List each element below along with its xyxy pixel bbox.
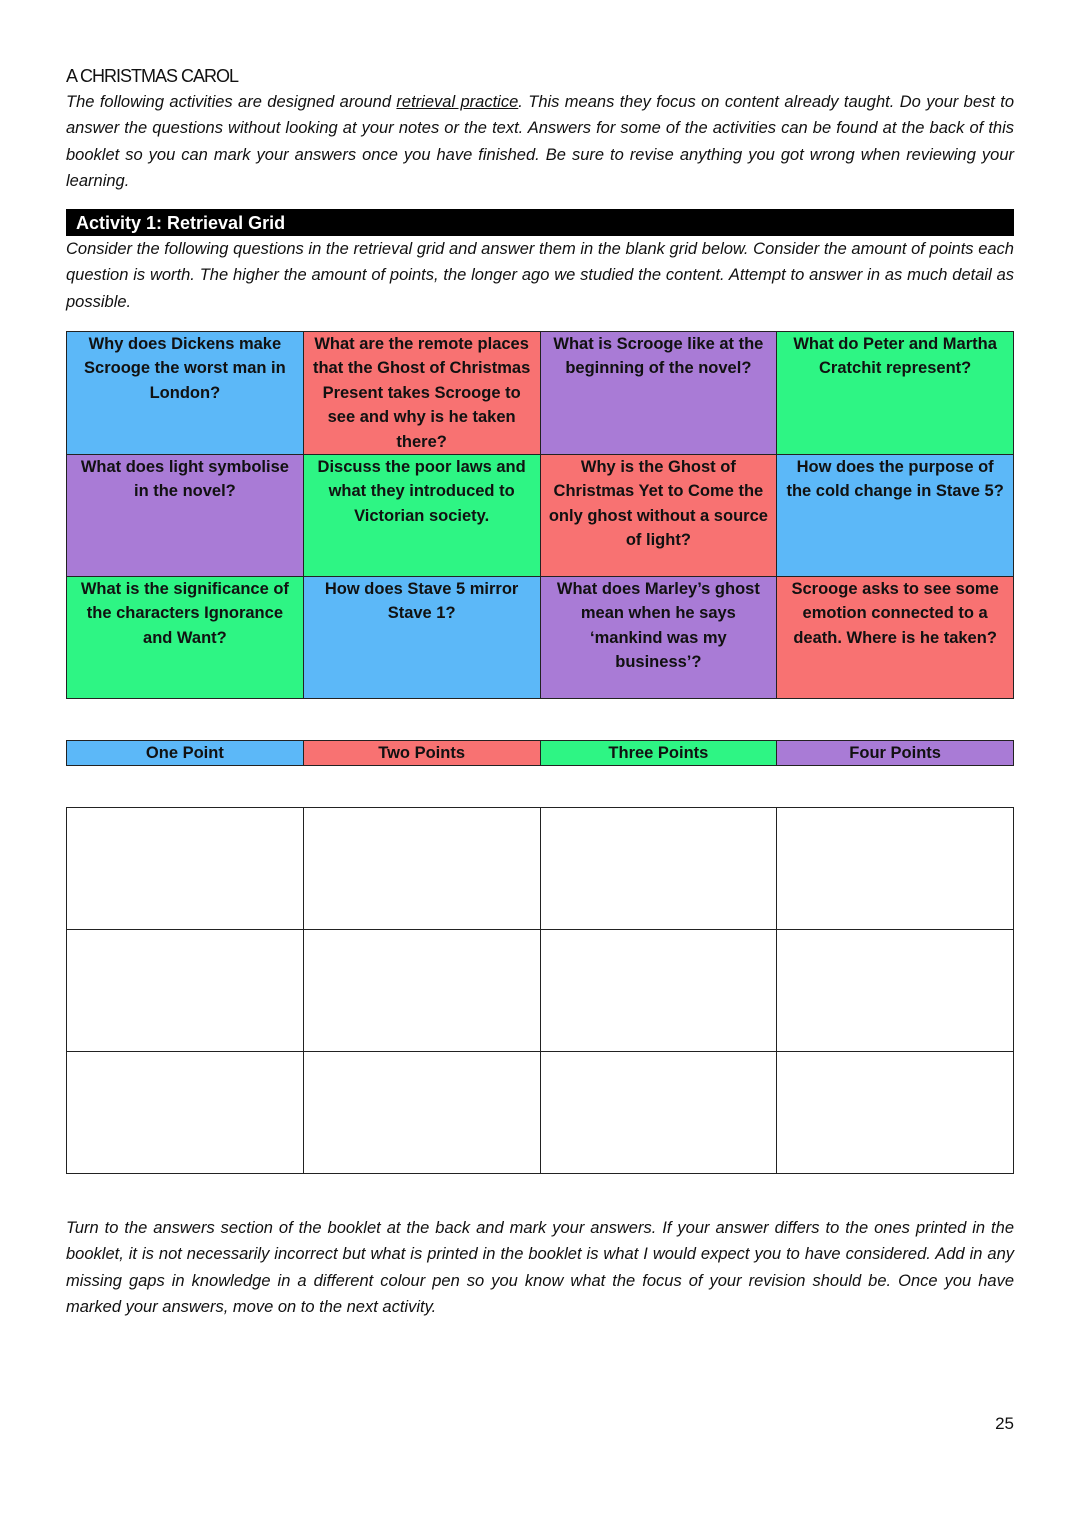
retrieval-practice-term: retrieval practice [396, 93, 519, 111]
grid-row [67, 332, 1014, 455]
grid-question: What is the significance of the characters Ignorance and Want? [67, 577, 304, 699]
answer-cell[interactable] [67, 1052, 304, 1174]
answer-grid [66, 807, 1014, 1174]
grid-question: What does Marley’s ghost mean when he says ‘mankind was my business’? [540, 577, 777, 699]
activity-heading: Activity 1: Retrieval Grid [66, 209, 1014, 236]
answer-cell[interactable] [303, 808, 540, 930]
grid-question: Scrooge asks to see some emotion connected to a death. Where is he taken? [777, 577, 1014, 699]
answer-cell[interactable] [540, 930, 777, 1052]
legend-two-points: Two Points [303, 741, 540, 766]
grid-question: What does light symbolise in the novel? [67, 455, 304, 577]
answer-cell[interactable] [67, 808, 304, 930]
grid-question: How does the purpose of the cold change in Stave 5? [777, 455, 1014, 577]
answer-cell[interactable] [777, 1052, 1014, 1174]
activity-description: Consider the following questions in the retrieval grid and answer them in the blank grid below. Consider the amount of points each question is worth. The higher the amount of points, the longer ago we studied the content. Attempt to answer in as much detail as possible. [66, 240, 1014, 311]
grid-question: How does Stave 5 mirror Stave 1? [303, 577, 540, 699]
grid-question: What is Scrooge like at the beginning of the novel? [540, 332, 777, 455]
legend-four-points: Four Points [777, 741, 1014, 766]
answer-row [67, 930, 1014, 1052]
answer-cell[interactable] [540, 1052, 777, 1174]
grid-question: Why does Dickens make Scrooge the worst man in London? [67, 332, 304, 455]
points-legend [66, 740, 1014, 766]
grid-question: What do Peter and Martha Cratchit represent? [777, 332, 1014, 455]
retrieval-grid [66, 331, 1014, 699]
marking-instructions: Turn to the answers section of the booklet at the back and mark your answers. If your answer differs to the ones printed in the booklet, it is not necessarily incorrect but what is printed in the booklet is what I would expect you to have considered. Add in any missing gaps in knowledge in a different colour pen so you know what the focus of your revision should be. Once you have marked your answers, move on to the next activity. [66, 1219, 1014, 1316]
answer-row [67, 808, 1014, 930]
document-title: A CHRISTMAS CAROL [66, 66, 239, 86]
intro-text: The following activities are designed around [66, 93, 397, 111]
answer-cell[interactable] [540, 808, 777, 930]
legend-one-point: One Point [67, 741, 304, 766]
answer-cell[interactable] [303, 930, 540, 1052]
answer-row [67, 1052, 1014, 1174]
answer-cell[interactable] [777, 808, 1014, 930]
answer-cell[interactable] [777, 930, 1014, 1052]
page-number: 25 [995, 1414, 1014, 1433]
grid-row [67, 455, 1014, 577]
legend-three-points: Three Points [540, 741, 777, 766]
intro-text-rest: . This means they focus on content already taught. Do your best to answer the questions without looking at your notes or the text. Answers for some of the activities can be found at the back of this booklet so you can mark your answers once you have finished. Be sure to revise anything you got wrong when reviewing your learning. [66, 93, 1015, 190]
intro-paragraph [66, 89, 1014, 194]
grid-row [67, 577, 1014, 699]
answer-cell[interactable] [67, 930, 304, 1052]
answer-cell[interactable] [303, 1052, 540, 1174]
grid-question: Why is the Ghost of Christmas Yet to Come the only ghost without a source of light? [540, 455, 777, 577]
grid-question: What are the remote places that the Ghost of Christmas Present takes Scrooge to see and why is he taken there? [303, 332, 540, 455]
grid-question: Discuss the poor laws and what they introduced to Victorian society. [303, 455, 540, 577]
